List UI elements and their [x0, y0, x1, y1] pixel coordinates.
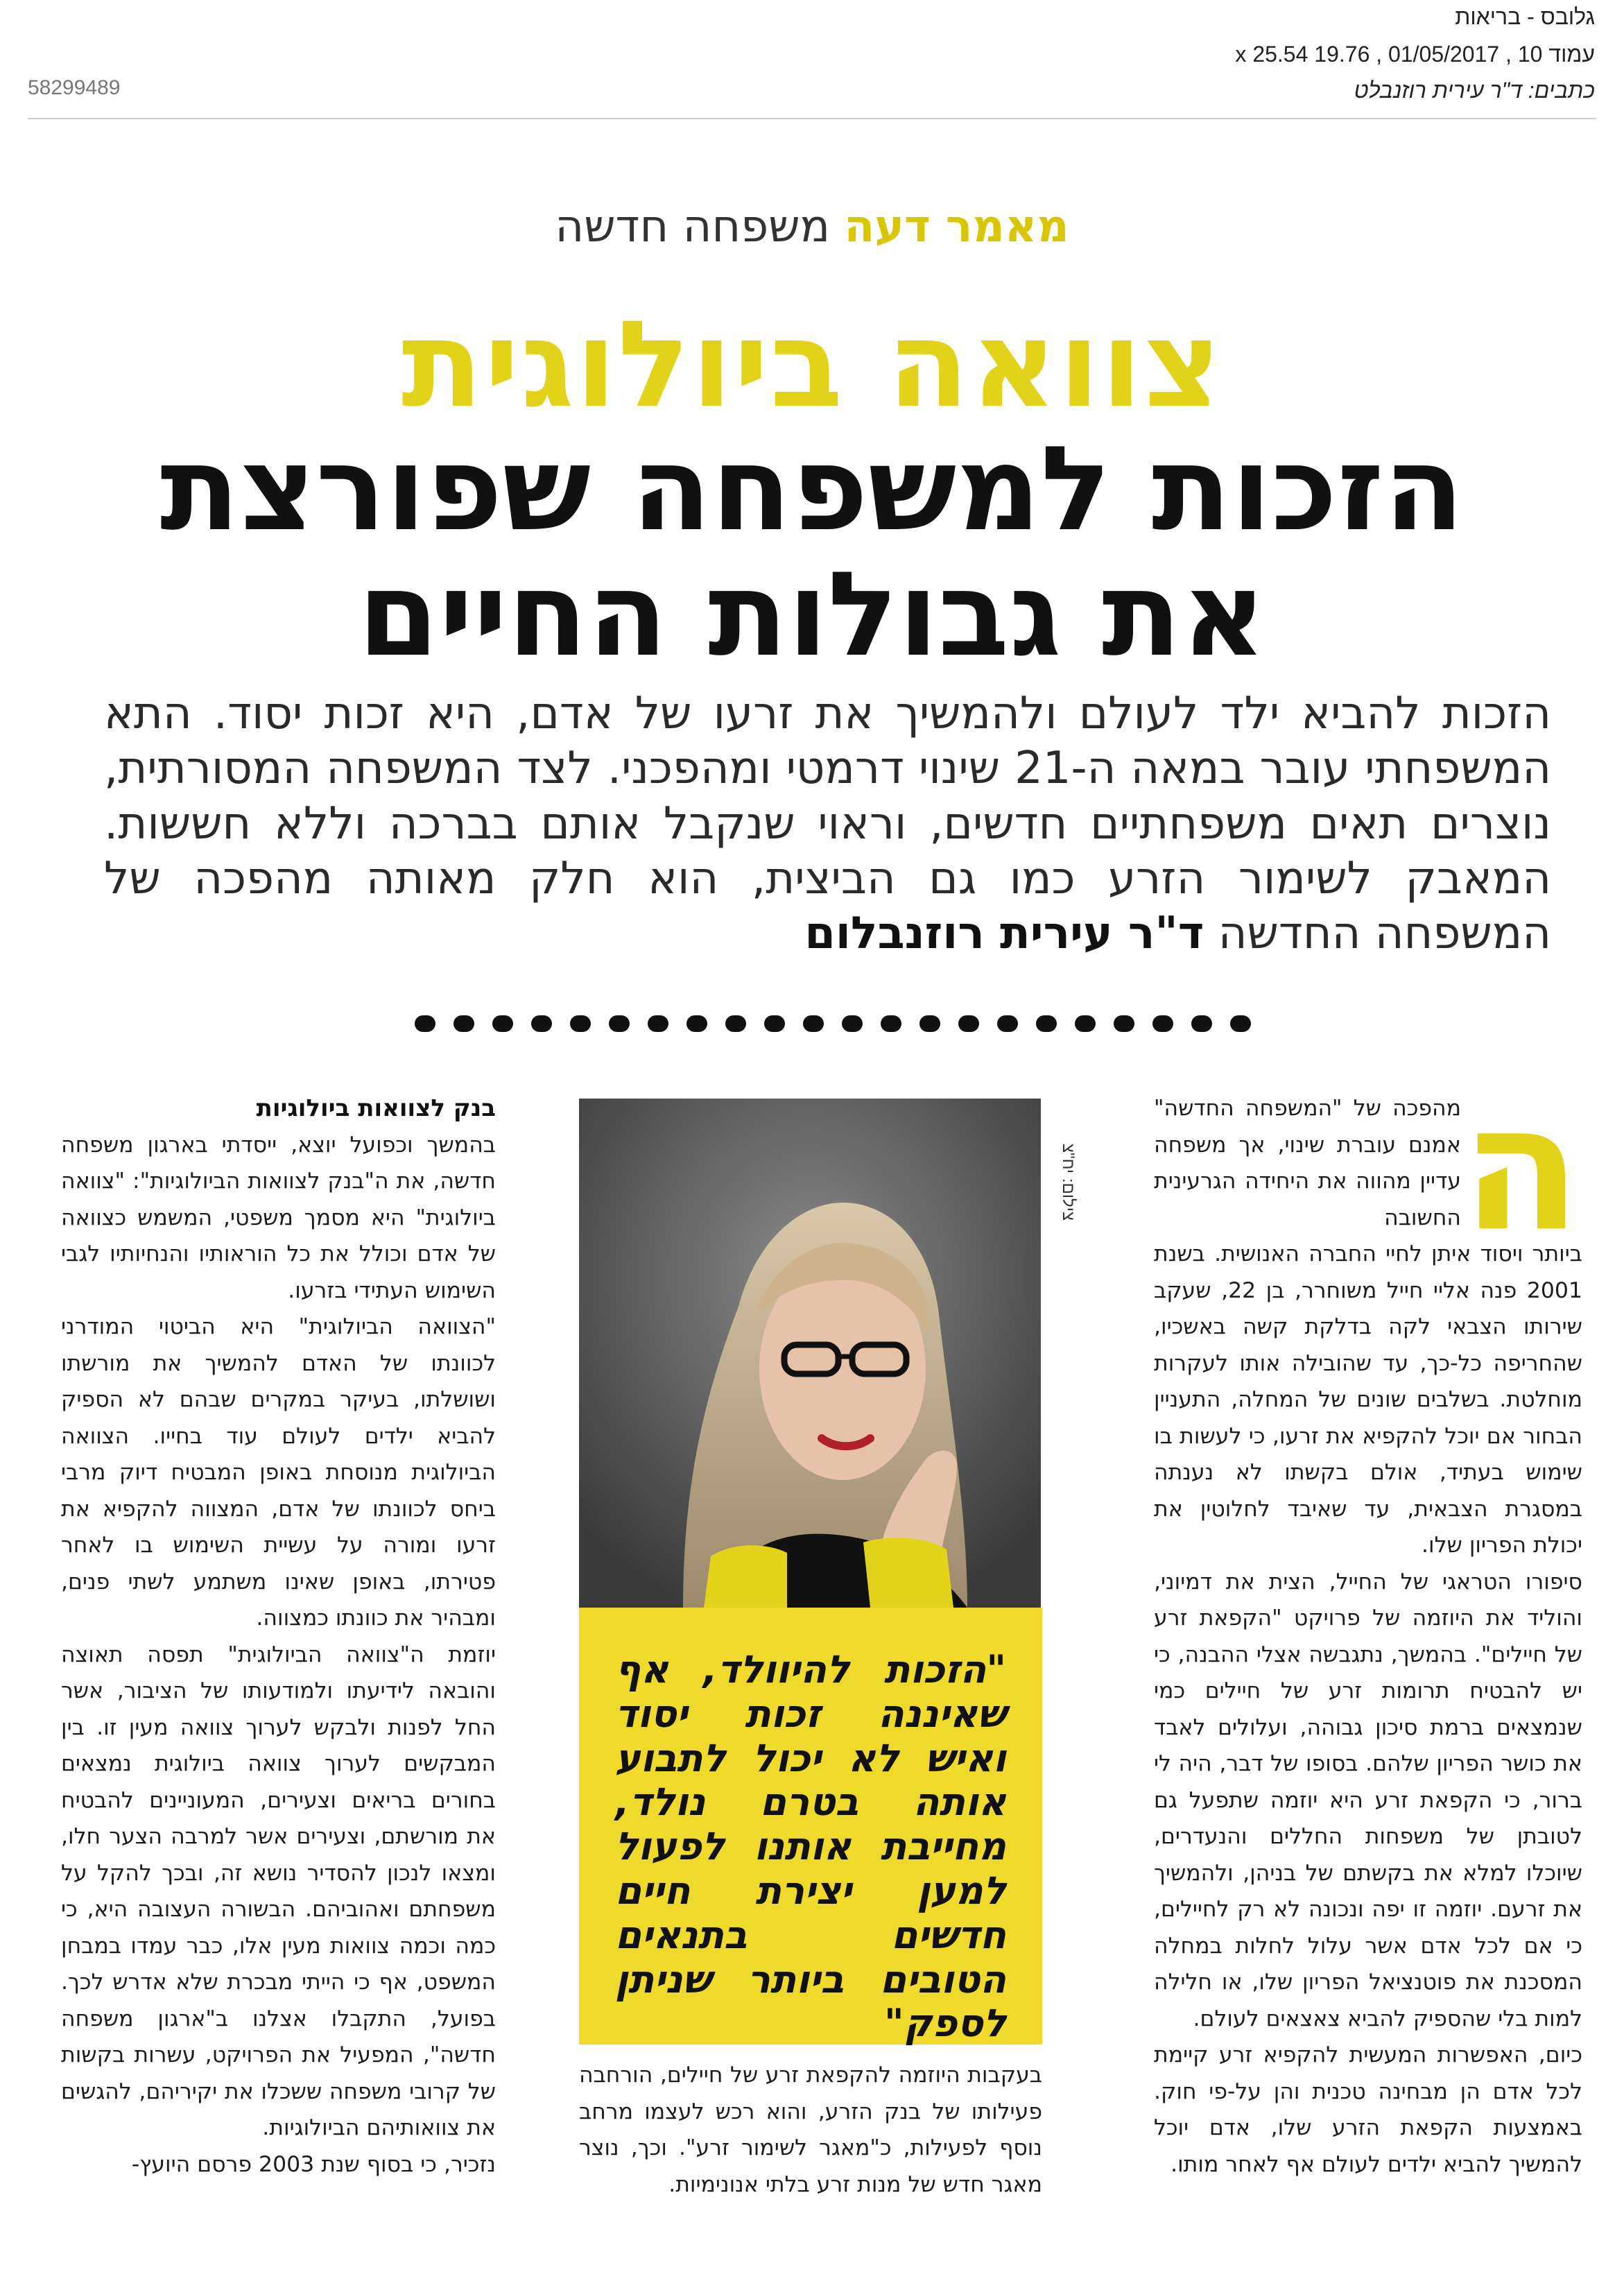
headline-line-1: הזכות למשפחה שפורצת: [159, 421, 1465, 557]
lead-author: ד"ר עירית רוזנבלום: [804, 908, 1204, 960]
divider-dot: [919, 1015, 940, 1032]
right-column: [1154, 1090, 1582, 2183]
header-divider: [28, 118, 1596, 119]
headline-black: [0, 421, 1624, 683]
lead-paragraph: [104, 687, 1551, 962]
divider-dot: [686, 1015, 707, 1032]
divider-dot: [842, 1015, 863, 1032]
divider-dot: [881, 1015, 901, 1032]
divider-dot: [415, 1015, 435, 1032]
headline-yellow: צוואה ביולוגית: [401, 295, 1223, 434]
divider-dot: [725, 1015, 746, 1032]
author-credit-line: כתבים: ד"ר עירית רוזנבלט: [1354, 78, 1595, 103]
right-column-intro: מהפכה של "המשפחה החדשה" אמנם עוברת שינוי, אך משפחה עדיין מהווה את היחידה הגרעינית החשובה: [1154, 1096, 1461, 1230]
divider-dot: [1152, 1015, 1173, 1032]
dotted-divider: [380, 1014, 1251, 1033]
divider-dot: [803, 1015, 824, 1032]
author-portrait-photo: [579, 1099, 1041, 1608]
right-column-paragraph: כיום, האפשרות המעשית להקפיא זרע קיימת לכל אדם הן מבחינה טכנית והן על-פי חוק. באמצעות הקפאת הזרע שלו, אדם יוכל להמשיך להביא ילדים לעולם אף לאחר מותו.: [1154, 2042, 1582, 2177]
right-column-paragraph: סיפורו הטראגי של החייל, הצית את דמיוני, והוליד את היוזמה של פרויקט "הקפאת זרע של חיילים". בהמשך, נתגבשה אצלי ההבנה, כי יש להבטיח תרומות זרע של חיילים כמי שנמצאים ברמת סיכון גבוהה, ועלולים לאבד את כושר הפריון שלהם. בסופו של דבר, היה לי ברור, כי הקפאת זרע היא יוזמה שתפעל גם לטובתן של משפחות החללים והנעדרים, שיוכלו למלא את בקשתם של בניהן, ולהמשיך את זרעם. יוזמה זו יפה ונכונה לא רק לחיילים, כי אם לכל אדם אשר עלול לחלות במחלה המסכנת את פוטנציאל הפריון שלו, או חלילה למות בלי שהספיק להביא צאצאים לעולם.: [1154, 1569, 1582, 2031]
left-column-paragraph: יוזמת ה"צוואה הביולוגית" תפסה תאוצה והובאה לידיעתו ולמודעותו של הציבור, אשר החל לפנות ולבקש לערוך צוואה מעין זו. בין המבקשים לערוך צוואה ביולוגית נמצאים בחורים בריאים וצעירים, המעוניינים להבטיח את מורשתם, וצעירים אשר למרבה הצער חלו, ומצאו לנכון להסדיר נושא זה, ובכך להקל על משפחתם ואהוביהם. הבשורה העצובה היא, כי כמה וכמה צוואות מעין אלו, כבר עמדו במבחן המשפט, אף כי הייתי מבכרת שלא אדרש לכך. בפועל, התקבלו אצלנו ב"ארגון משפחה חדשה", המפעיל את הפרויקט, עשרות בקשות של קרובי משפחה ששכלו את יקיריהם, להגשים את צוואותיהם הביולוגיות.: [61, 1642, 496, 2140]
left-column-paragraph: בהמשך וכפועל יוצא, ייסדתי בארגון משפחה חדשה, את ה"בנק לצוואות הביולוגיות": "צוואה ביולוגית" היא מסמך משפטי, המשמש כצוואה של אדם וכולל את כל הוראותיו והנחיותיו לגבי השימוש העתידי בזרעו.: [61, 1132, 496, 1303]
left-column: [61, 1090, 496, 2183]
divider-dot: [1114, 1015, 1134, 1032]
divider-dot: [648, 1015, 668, 1032]
divider-dot: [1230, 1015, 1251, 1032]
left-column-paragraph: נזכיר, כי בסוף שנת 2003 פרסם היועץ-: [131, 2151, 496, 2177]
divider-dot: [764, 1015, 785, 1032]
page-date-line: עמוד 10 , 01/05/2017 , 19.76 x 25.54: [1235, 42, 1595, 67]
left-column-subhead: בנק לצוואות ביולוגיות: [256, 1094, 496, 1122]
divider-dot: [1191, 1015, 1212, 1032]
kicker-section: משפחה חדשה: [555, 201, 831, 252]
middle-column-paragraph: בעקבות היוזמה להקפאת זרע של חיילים, הורחבה פעילותו של בנק הזרע, והוא רכש לעצמו מרחב נוסף לפעילות, כ"מאגר לשימור זרע". וכך, נוצר מאגר חדש של מנות זרע בלתי אנונימיות.: [579, 2063, 1042, 2197]
divider-dot: [958, 1015, 979, 1032]
clip-id: 58299489: [28, 76, 121, 99]
pull-quote-box: [579, 1608, 1042, 2045]
divider-dot: [570, 1015, 591, 1032]
headline-line-2: את גבולות החיים: [357, 547, 1267, 683]
divider-dot: [453, 1015, 474, 1032]
divider-dot: [997, 1015, 1018, 1032]
divider-dot: [1075, 1015, 1096, 1032]
right-column-paragraph: ביותר ויסוד איתן לחיי החברה האנושית. בשנת 2001 פנה אליי חייל משוחרר, בן 22, שעקב שירותו הצבאי לקה בדלקת קשה באשכיו, שהחריפה כל-כך, עד שהובילה אותו לעקרות מוחלטת. בשלבים שונים של המחלה, התעניין הבחור אם יוכל להקפיא את זרעו, כי לעשות בו שימוש בעתיד, אולם בקשתו לא נענתה במסגרת הצבאית, עד שאיבד לחלוטין את יכולת הפריון שלו.: [1154, 1241, 1582, 1558]
middle-column: [579, 2057, 1042, 2203]
kicker: [0, 201, 1624, 252]
photo-credit: צילום: יח"צ: [1059, 1143, 1078, 1221]
pull-quote-text: "הזכות להיוולד, אף שאיננה זכות יסוד ואיש לא יכול לתבוע אותה בטרם נולד, מחייבת אותנו לפעול למען יצירת חיים חדשים בתנאים הטובים ביותר שניתן לספק": [615, 1647, 1006, 2046]
divider-dot: [492, 1015, 513, 1032]
drop-cap-letter: ה: [1462, 1067, 1581, 1269]
portrait-illustration: [579, 1099, 1041, 1608]
kicker-category: מאמר דעה: [844, 201, 1069, 252]
left-column-paragraph: "הצוואה הביולוגית" היא הביטוי המודרני לכוונתו של האדם להמשיך את מורשתו ושושלתו, בעיקר במקרים שבהם לא הספיק להביא ילדים לעולם עוד בחייו. הצוואה הביולוגית מנוסחת באופן המבטיח דיוק מרבי ביחס לכוונתו של אדם, המצווה להקפיא את זרעו ומורה על עשיית השימוש בו לאחר פטירתו, באופן שאינו משתמע לשתי פנים, ומבהיר את כוונתו כמצווה.: [61, 1314, 496, 1630]
divider-dot: [1036, 1015, 1057, 1032]
source-line: גלובס - בריאות: [1455, 4, 1595, 29]
divider-dot: [609, 1015, 630, 1032]
lead-text: הזכות להביא ילד לעולם ולהמשיך את זרעו של אדם, היא זכות יסוד. התא המשפחתי עובר במאה ה-21 שינוי דרמטי ומהפכני. לצד המשפחה המסורתית, נוצרים תאים משפחתיים חדשים, וראוי שנקבל אותם בברכה וללא חששות. המאבק לשימור הזרע כמו גם הביצית, הוא חלק מאותה מהפכה של המשפחה החדשה: [104, 688, 1552, 960]
divider-dot: [531, 1015, 552, 1032]
